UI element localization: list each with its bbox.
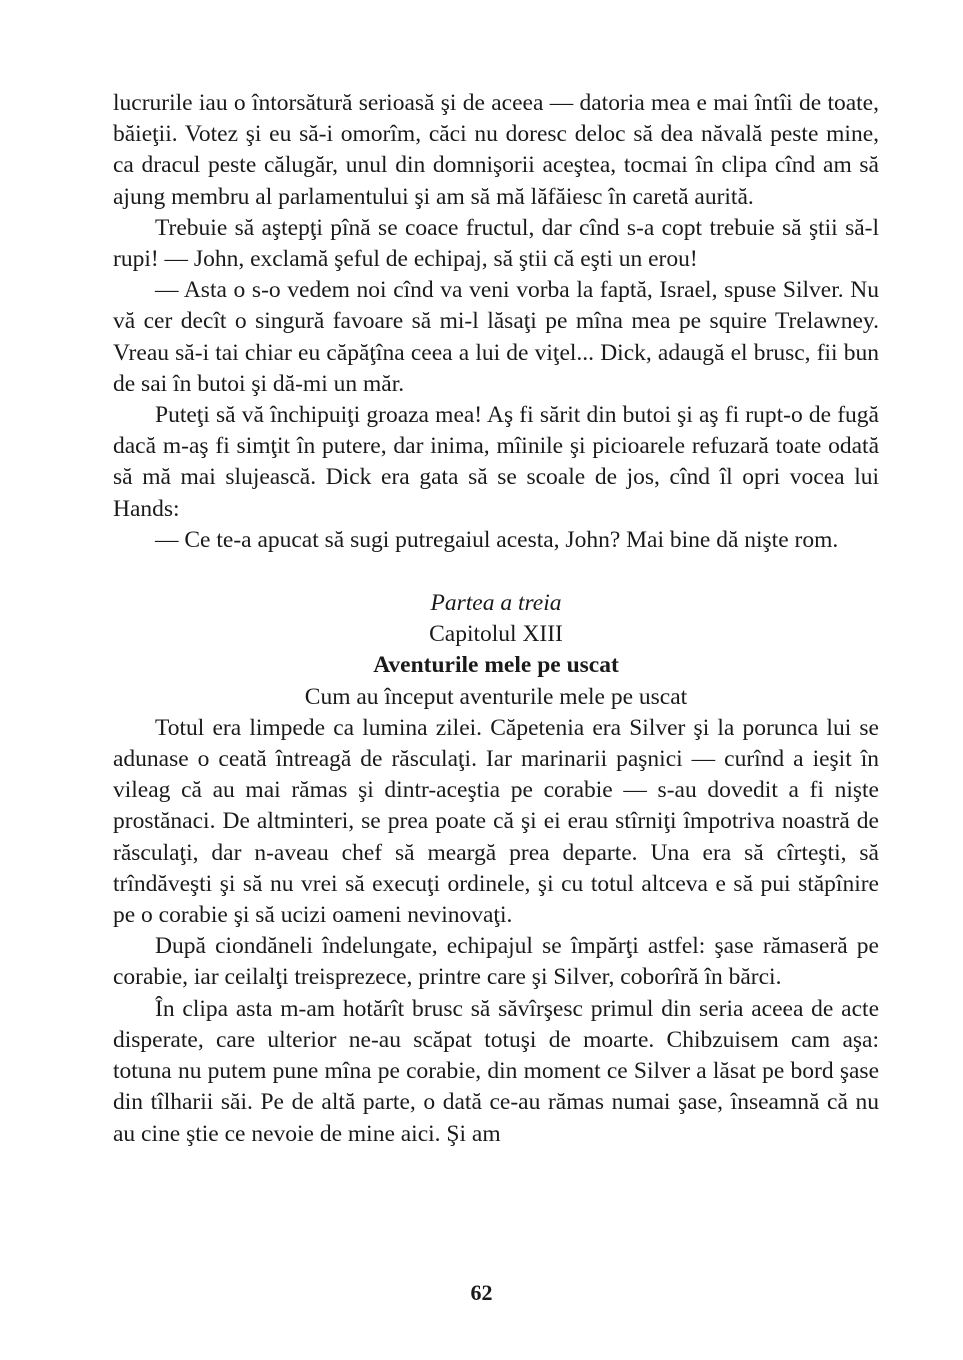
paragraph: — Ce te-a apucat să sugi putregaiul acesta, John? Mai bine dă nişte rom. xyxy=(155,526,839,553)
chapter-heading xyxy=(113,588,879,713)
chapter-label: Capitolul XIII xyxy=(429,621,563,648)
paragraph: Trebuie să aştepţi pînă se coace fructul, dar cînd s-a copt trebuie să ştii să-l rupi! — John, exclamă şeful de echipaj, să ştii că eşti un erou! xyxy=(113,214,879,273)
paragraph: După ciondăneli îndelungate, echipajul se împărţi astfel: şase rămaseră pe corabie, iar ceilalţi treisprezece, printre care şi Silver, coborîră în bărci. xyxy=(113,933,879,991)
page-number: 62 xyxy=(470,1280,493,1305)
paragraph: În clipa asta m-am hotărît brusc să săvîrşesc primul din seria aceea de acte disperate, care ulterior ne-au scăpat totuşi de moarte. Chibzuisem cam aşa: totuna nu putem pune mîna pe corabie, din moment ce Silver a lăsat pe bord şase din tîlharii săi. Pe de altă parte, o dată ce-au rămas numai şase, înseamnă că nu au cine ştie ce nevoie de mine aici. Şi am xyxy=(113,995,879,1147)
paragraph: Totul era limpede ca lumina zilei. Căpetenia era Silver şi la porunca lui se adunase o ceată întreagă de răsculaţi. Iar marinarii paşnici — curînd a ieşit în vileag că au mai rămas şi dintr-aceştia pe corabie — s-au dovedit a fi nişte prostănaci. De altminteri, se prea poate că şi ei erau stîrniţi împotriva noastră de răsculaţi, dar n-aveau chef să meargă prea departe. Una era să cîrteşti, să trîndăveşti şi să nu vrei să execuţi ordinele, şi cu totul altceva e să pui stăpînire pe o corabie şi să ucizi oameni nevinovaţi. xyxy=(113,714,879,929)
paragraph: — Asta o s-o vedem noi cînd va veni vorba la faptă, Israel, spuse Silver. Nu vă cer decît o singură favoare să mi-l lăsaţi pe mîna mea pe squire Trelawney. Vreau să-i tai chiar eu căpăţîna ceea a lui de viţel... Dick, adaugă el brusc, fii bun de sai în butoi şi dă-mi un măr. xyxy=(113,277,879,397)
part-label: Partea a treia xyxy=(430,590,562,617)
paragraph: Puteţi să vă închipuiţi groaza mea! Aş fi sărit din butoi şi aş fi rupt-o de fugă dacă m-aş fi simţit în putere, dar inima, mîinile şi picioarele refuzară toate odată să mă mai slujească. Dick era gata să se scoale de jos, cînd îl opri vocea lui Hands: xyxy=(113,402,879,522)
page-text xyxy=(113,88,879,1150)
paragraph-continued: lucrurile iau o întorsătură serioasă şi de aceea — datoria mea e mai întîi de toate, băieţii. Votez şi eu să-i omorîm, căci nu doresc deloc să dea năvală peste mine, ca dracul peste călugăr, unul din domnişorii aceştea, tocmai în clipa cînd am să ajung membru al parlamentului şi am să mă lăfăiesc în caretă aurită. xyxy=(113,90,879,210)
chapter-title: Aventurile mele pe uscat xyxy=(373,652,619,679)
chapter-subtitle: Cum au început aventurile mele pe uscat xyxy=(304,683,688,710)
